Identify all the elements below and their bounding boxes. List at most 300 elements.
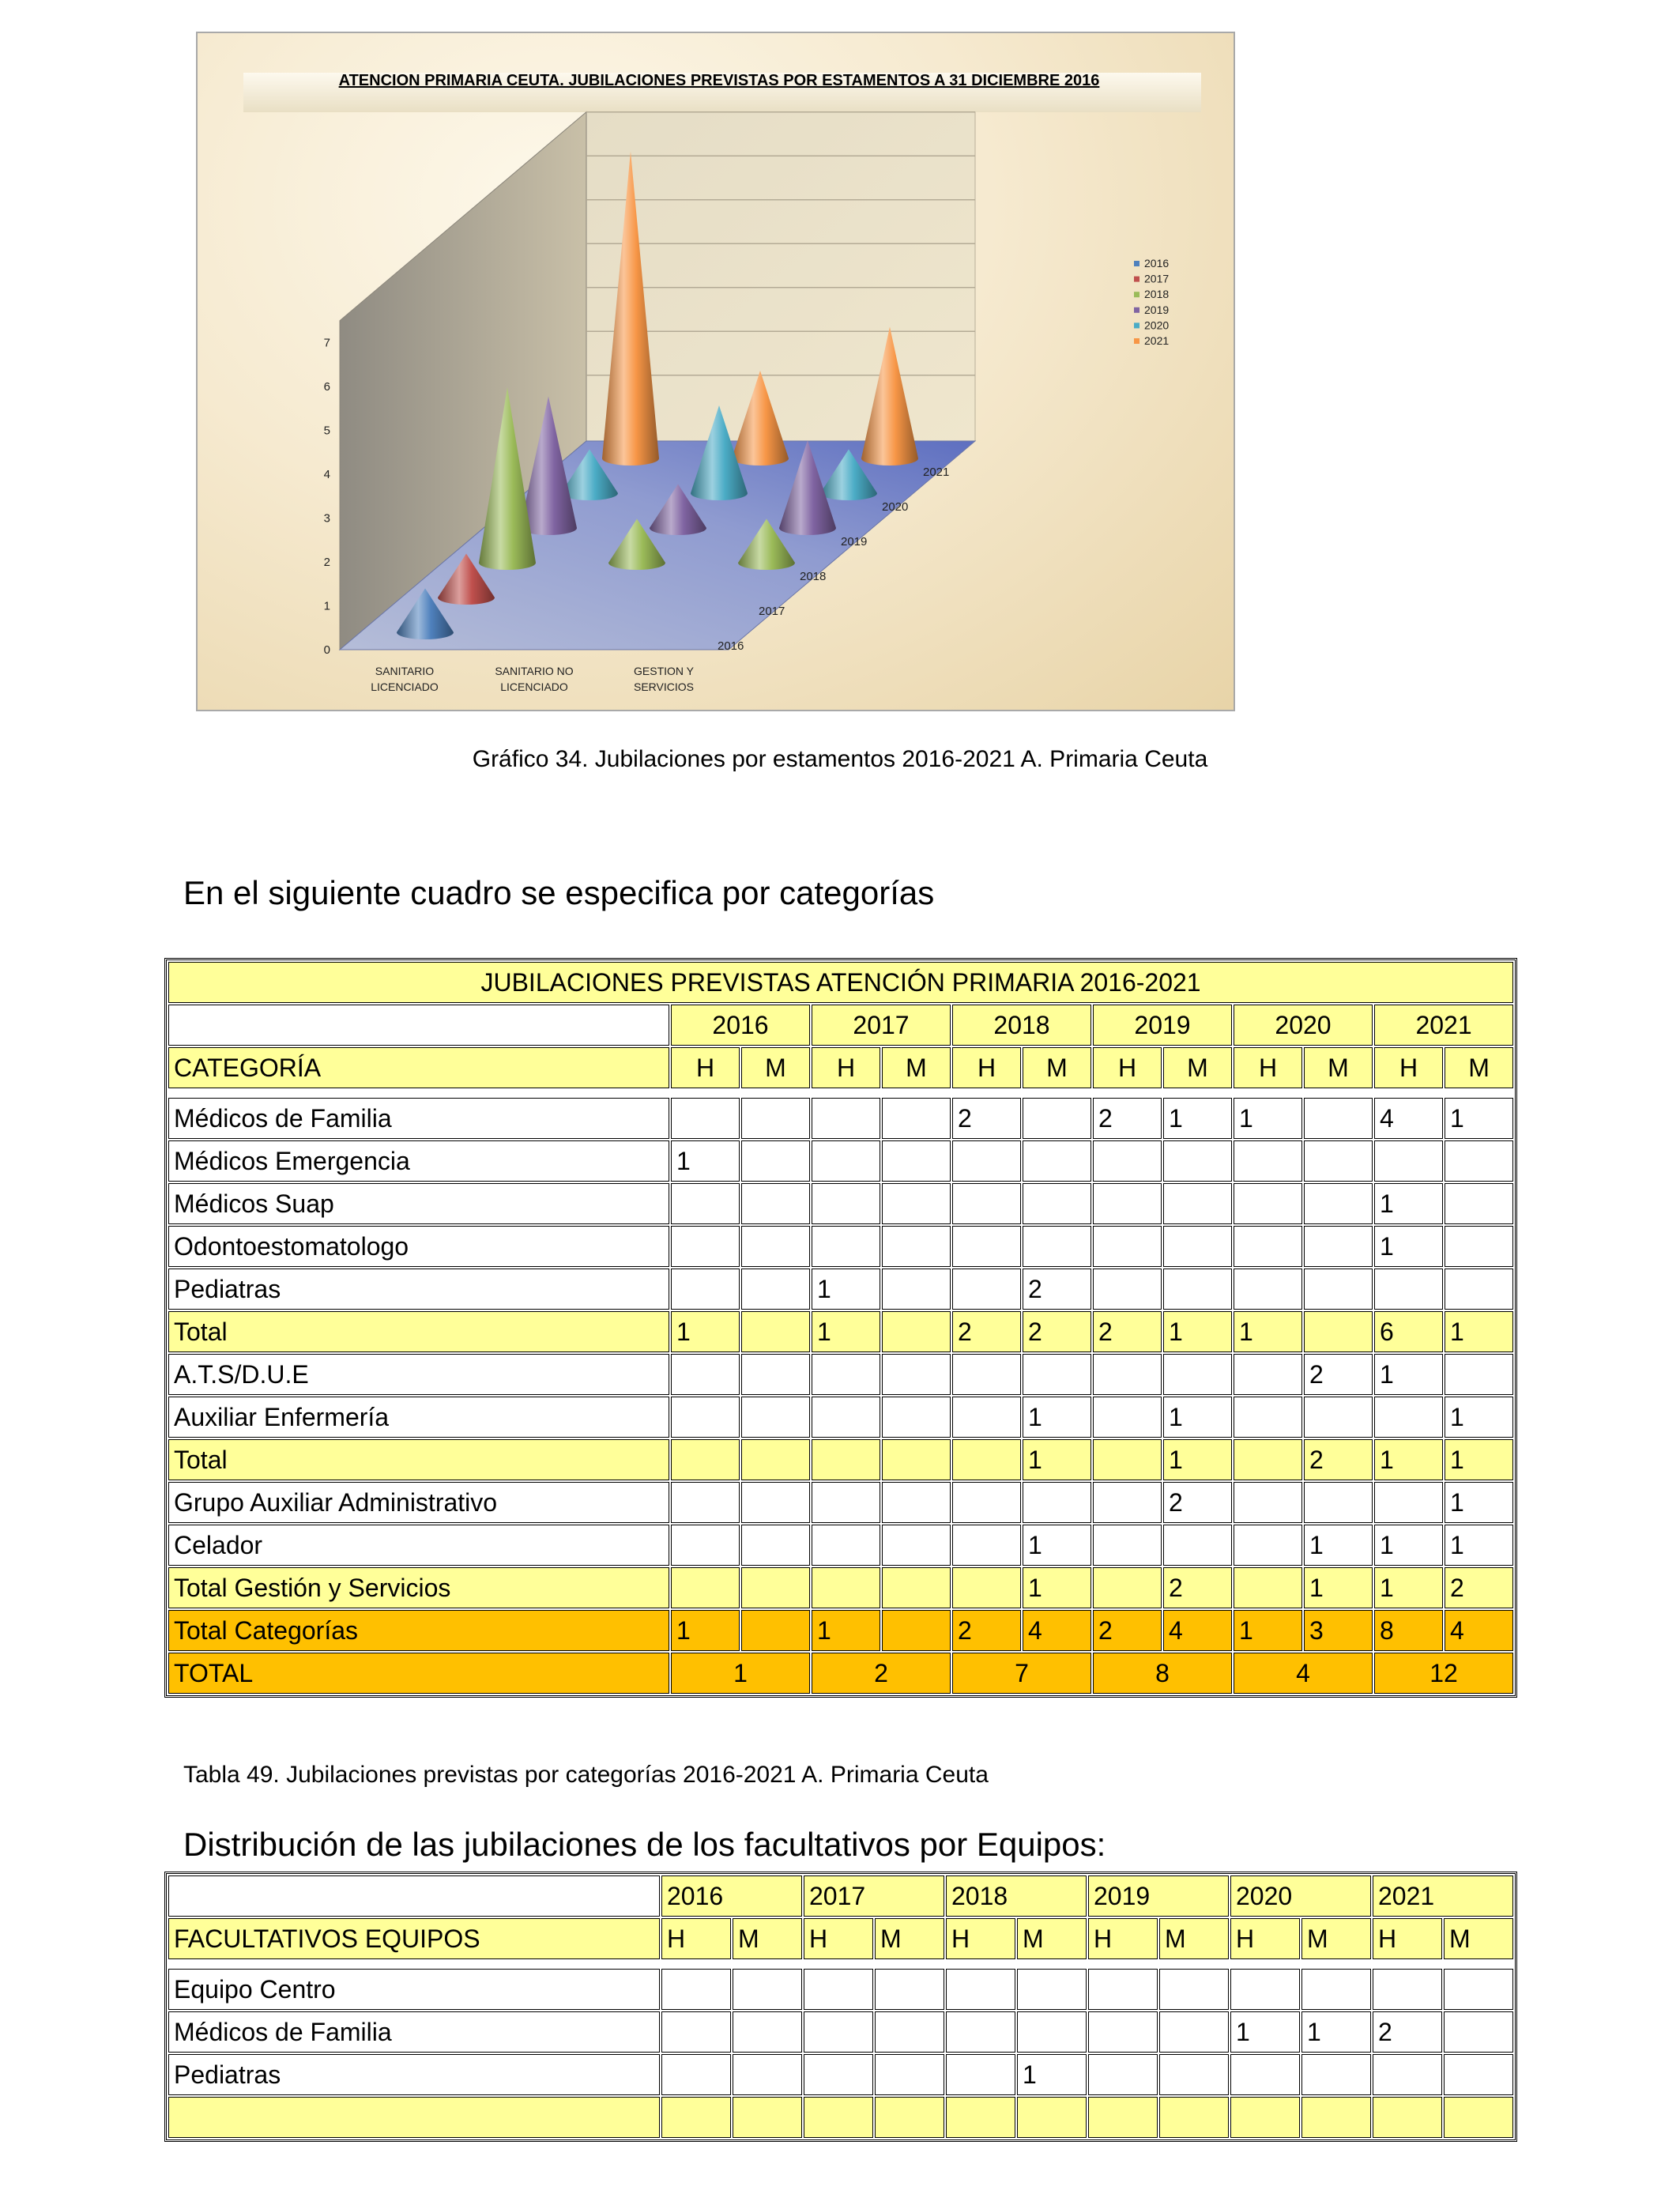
category-label: LICENCIADO — [500, 680, 568, 693]
value-cell: 1 — [1023, 1525, 1091, 1566]
value-cell: 4 — [1163, 1610, 1232, 1651]
legend-swatch-2020 — [1134, 322, 1139, 328]
value-cell — [1230, 2054, 1300, 2095]
table-row — [168, 1567, 1513, 1608]
value-cell — [1301, 1969, 1371, 2010]
value-cell — [1301, 2054, 1371, 2095]
year-header: 2020 — [1230, 1875, 1371, 1917]
year-header: 2016 — [661, 1875, 802, 1917]
value-cell — [1023, 1140, 1091, 1182]
value-cell: 1 — [1445, 1525, 1513, 1566]
value-cell — [1374, 1482, 1443, 1523]
h-header: H — [1088, 1918, 1158, 1959]
faculty-by-team-table — [164, 1872, 1517, 2142]
value-cell: 4 — [1374, 1098, 1443, 1139]
table-row — [168, 1439, 1513, 1480]
value-cell: 1 — [1374, 1354, 1443, 1395]
value-cell — [671, 1354, 740, 1395]
value-cell — [661, 2097, 731, 2138]
table-row — [168, 1269, 1513, 1310]
value-cell — [1301, 2097, 1371, 2138]
value-cell — [1017, 2011, 1087, 2053]
value-cell — [1093, 1525, 1162, 1566]
value-cell: 1 — [1374, 1183, 1443, 1224]
legend-label-2019: 2019 — [1144, 303, 1170, 316]
m-header: M — [875, 1918, 944, 1959]
value-cell — [741, 1525, 810, 1566]
value-cell — [882, 1567, 951, 1608]
value-cell — [741, 1183, 810, 1224]
value-cell: 1 — [1163, 1311, 1232, 1352]
retirements-by-category-table — [164, 958, 1517, 1698]
m-header: M — [1444, 1918, 1513, 1959]
chart-legend — [1134, 257, 1169, 347]
value-cell: 1 — [1304, 1567, 1373, 1608]
value-cell — [1234, 1525, 1302, 1566]
value-cell: 6 — [1374, 1311, 1443, 1352]
value-cell — [952, 1140, 1021, 1182]
h-header: H — [671, 1047, 740, 1088]
h-header: H — [1230, 1918, 1300, 1959]
value-cell — [733, 2097, 802, 2138]
value-cell — [812, 1525, 880, 1566]
value-cell — [1445, 1183, 1513, 1224]
value-cell — [1444, 2097, 1513, 2138]
value-cell — [1304, 1311, 1373, 1352]
table-row — [168, 1226, 1513, 1267]
value-cell — [875, 2054, 944, 2095]
value-cell: 2 — [1093, 1311, 1162, 1352]
category-header: CATEGORÍA — [168, 1047, 669, 1088]
value-cell — [1234, 1397, 1302, 1438]
value-cell — [1444, 2011, 1513, 2053]
value-cell — [1304, 1098, 1373, 1139]
value-cell — [1445, 1354, 1513, 1395]
depth-label: 2021 — [923, 466, 950, 479]
value-cell: 1 — [1445, 1098, 1513, 1139]
m-header: M — [1301, 1918, 1371, 1959]
year-total: 2 — [812, 1653, 951, 1694]
value-cell: 1 — [1234, 1098, 1302, 1139]
value-cell — [946, 2011, 1015, 2053]
value-cell — [1088, 1969, 1158, 2010]
value-cell — [804, 1969, 873, 2010]
year-total: 4 — [1234, 1653, 1373, 1694]
spacer-row — [168, 1961, 1513, 1967]
value-cell — [671, 1439, 740, 1480]
table-row — [168, 2011, 1513, 2053]
legend-label-2016: 2016 — [1144, 257, 1170, 270]
value-cell: 2 — [1093, 1610, 1162, 1651]
value-cell: 1 — [1445, 1482, 1513, 1523]
table-row — [168, 1525, 1513, 1566]
y-tick-label: 0 — [323, 643, 330, 657]
row-label: Grupo Auxiliar Administrativo — [168, 1482, 669, 1523]
row-label: Médicos de Familia — [168, 2011, 660, 2053]
value-cell — [1304, 1482, 1373, 1523]
value-cell — [661, 2011, 731, 2053]
chart-title: ATENCION PRIMARIA CEUTA. JUBILACIONES PREVISTAS POR ESTAMENTOS A 31 DICIEMBRE 2016 — [338, 72, 1100, 89]
value-cell — [1093, 1226, 1162, 1267]
legend-label-2021: 2021 — [1144, 334, 1170, 347]
depth-label: 2016 — [718, 639, 744, 653]
table-row — [168, 1311, 1513, 1352]
depth-label: 2020 — [882, 500, 909, 514]
value-cell — [671, 1269, 740, 1310]
value-cell — [741, 1610, 810, 1651]
value-cell — [946, 2097, 1015, 2138]
section-heading-categories: En el siguiente cuadro se especifica por categorías — [183, 874, 935, 911]
value-cell — [952, 1226, 1021, 1267]
y-tick-label: 2 — [323, 556, 330, 569]
m-header: M — [882, 1047, 951, 1088]
row-label: A.T.S/D.U.E — [168, 1354, 669, 1395]
value-cell — [1373, 1969, 1442, 2010]
value-cell: 2 — [1373, 2011, 1442, 2053]
chart-caption: Gráfico 34. Jubilaciones por estamentos 2016-2021 A. Primaria Ceuta — [472, 746, 1208, 772]
value-cell — [741, 1226, 810, 1267]
value-cell — [952, 1482, 1021, 1523]
year-total: 12 — [1374, 1653, 1513, 1694]
value-cell — [812, 1567, 880, 1608]
hm-header-row — [168, 1047, 1513, 1088]
h-header: H — [1093, 1047, 1162, 1088]
y-tick-label: 3 — [323, 511, 330, 526]
value-cell — [1234, 1567, 1302, 1608]
value-cell — [952, 1183, 1021, 1224]
m-header: M — [1304, 1047, 1373, 1088]
year-total: 7 — [952, 1653, 1091, 1694]
h-header: H — [661, 1918, 731, 1959]
value-cell — [1023, 1354, 1091, 1395]
value-cell — [1163, 1354, 1232, 1395]
value-cell — [1159, 2097, 1229, 2138]
value-cell — [1373, 2054, 1442, 2095]
m-header: M — [733, 1918, 802, 1959]
value-cell — [671, 1183, 740, 1224]
value-cell — [882, 1098, 951, 1139]
value-cell — [661, 2054, 731, 2095]
y-tick-label: 5 — [323, 424, 330, 438]
year-header: 2017 — [812, 1005, 951, 1046]
value-cell — [733, 2011, 802, 2053]
value-cell: 2 — [952, 1311, 1021, 1352]
value-cell — [882, 1482, 951, 1523]
year-header: 2017 — [804, 1875, 944, 1917]
value-cell — [671, 1567, 740, 1608]
y-tick-label: 1 — [323, 599, 330, 613]
table-row — [168, 1183, 1513, 1224]
depth-label: 2017 — [759, 605, 785, 618]
value-cell — [952, 1354, 1021, 1395]
value-cell — [1023, 1226, 1091, 1267]
value-cell: 1 — [1374, 1226, 1443, 1267]
total-label: TOTAL — [168, 1653, 669, 1694]
value-cell: 1 — [812, 1269, 880, 1310]
value-cell — [946, 2054, 1015, 2095]
row-label: Pediatras — [168, 2054, 660, 2095]
value-cell — [882, 1140, 951, 1182]
value-cell — [882, 1354, 951, 1395]
table-row — [168, 1140, 1513, 1182]
value-cell — [804, 2054, 873, 2095]
year-header: 2021 — [1373, 1875, 1513, 1917]
row-label: Médicos de Familia — [168, 1098, 669, 1139]
value-cell: 1 — [1445, 1311, 1513, 1352]
h-header: H — [804, 1918, 873, 1959]
h-header: H — [1374, 1047, 1443, 1088]
depth-label: 2018 — [800, 570, 827, 583]
value-cell: 2 — [1023, 1311, 1091, 1352]
year-total: 1 — [671, 1653, 810, 1694]
value-cell — [812, 1439, 880, 1480]
value-cell — [1234, 1226, 1302, 1267]
value-cell — [1093, 1183, 1162, 1224]
value-cell — [741, 1397, 810, 1438]
value-cell — [1234, 1354, 1302, 1395]
value-cell — [1023, 1183, 1091, 1224]
value-cell — [875, 2097, 944, 2138]
corner-cell — [168, 1875, 660, 1917]
value-cell — [1234, 1183, 1302, 1224]
value-cell — [882, 1269, 951, 1310]
m-header: M — [1163, 1047, 1232, 1088]
value-cell — [1023, 1482, 1091, 1523]
value-cell: 8 — [1374, 1610, 1443, 1651]
value-cell — [1088, 2054, 1158, 2095]
value-cell — [1159, 1969, 1229, 2010]
value-cell: 2 — [1163, 1482, 1232, 1523]
value-cell: 1 — [812, 1311, 880, 1352]
value-cell: 1 — [1023, 1397, 1091, 1438]
value-cell: 2 — [952, 1610, 1021, 1651]
value-cell: 1 — [1234, 1311, 1302, 1352]
m-header: M — [741, 1047, 810, 1088]
value-cell — [804, 2097, 873, 2138]
value-cell — [1304, 1397, 1373, 1438]
row-label: Pediatras — [168, 1269, 669, 1310]
value-cell — [1159, 2054, 1229, 2095]
value-cell — [741, 1439, 810, 1480]
value-cell — [741, 1567, 810, 1608]
legend-swatch-2021 — [1134, 338, 1139, 344]
legend-swatch-2017 — [1134, 277, 1139, 282]
y-tick-label: 7 — [323, 336, 330, 350]
value-cell: 4 — [1445, 1610, 1513, 1651]
value-cell — [1234, 1482, 1302, 1523]
value-cell — [1304, 1183, 1373, 1224]
table-title: JUBILACIONES PREVISTAS ATENCIÓN PRIMARIA 2016-2021 — [168, 962, 1513, 1003]
value-cell — [1304, 1140, 1373, 1182]
value-cell — [1088, 2097, 1158, 2138]
value-cell — [952, 1269, 1021, 1310]
value-cell: 1 — [671, 1311, 740, 1352]
value-cell — [741, 1269, 810, 1310]
value-cell — [1234, 1269, 1302, 1310]
category-label: SERVICIOS — [634, 680, 694, 693]
table-row — [168, 2097, 1513, 2138]
row-label: Total — [168, 1439, 669, 1480]
value-cell: 1 — [1374, 1567, 1443, 1608]
legend-label-2020: 2020 — [1144, 319, 1170, 332]
table-row — [168, 2054, 1513, 2095]
value-cell: 4 — [1023, 1610, 1091, 1651]
year-header: 2018 — [952, 1005, 1091, 1046]
year-header: 2018 — [946, 1875, 1087, 1917]
value-cell: 2 — [1304, 1354, 1373, 1395]
legend-label-2018: 2018 — [1144, 288, 1170, 301]
value-cell — [741, 1140, 810, 1182]
value-cell: 1 — [1163, 1098, 1232, 1139]
value-cell: 1 — [1163, 1439, 1232, 1480]
value-cell: 1 — [671, 1140, 740, 1182]
row-label: Total — [168, 1311, 669, 1352]
year-header: 2020 — [1234, 1005, 1373, 1046]
row-label: Equipo Centro — [168, 1969, 660, 2010]
grand-total-row — [168, 1653, 1513, 1694]
value-cell: 1 — [1234, 1610, 1302, 1651]
value-cell: 1 — [1017, 2054, 1087, 2095]
value-cell — [812, 1098, 880, 1139]
value-cell — [882, 1311, 951, 1352]
value-cell — [1304, 1269, 1373, 1310]
value-cell — [1093, 1140, 1162, 1182]
value-cell: 1 — [671, 1610, 740, 1651]
value-cell — [741, 1311, 810, 1352]
value-cell — [952, 1525, 1021, 1566]
value-cell — [1374, 1269, 1443, 1310]
row-label: Médicos Emergencia — [168, 1140, 669, 1182]
value-cell — [1234, 1140, 1302, 1182]
value-cell — [1374, 1140, 1443, 1182]
year-total: 8 — [1093, 1653, 1232, 1694]
h-header: H — [1234, 1047, 1302, 1088]
y-tick-label: 6 — [323, 380, 330, 394]
table-row — [168, 1482, 1513, 1523]
row-label — [168, 2097, 660, 2138]
value-cell: 2 — [1093, 1098, 1162, 1139]
value-cell: 1 — [1230, 2011, 1300, 2053]
table-row — [168, 1969, 1513, 2010]
value-cell: 1 — [1445, 1397, 1513, 1438]
row-label: Total Categorías — [168, 1610, 669, 1651]
category-label: LICENCIADO — [371, 680, 439, 693]
value-cell — [671, 1397, 740, 1438]
value-cell: 2 — [952, 1098, 1021, 1139]
value-cell — [812, 1183, 880, 1224]
value-cell — [812, 1354, 880, 1395]
m-header: M — [1023, 1047, 1091, 1088]
value-cell — [1444, 2054, 1513, 2095]
value-cell — [875, 2011, 944, 2053]
m-header: M — [1017, 1918, 1087, 1959]
row-label: Médicos Suap — [168, 1183, 669, 1224]
m-header: M — [1445, 1047, 1513, 1088]
value-cell — [1445, 1140, 1513, 1182]
category-label: SANITARIO — [375, 665, 435, 677]
value-cell — [1444, 1969, 1513, 2010]
y-tick-label: 4 — [323, 468, 330, 481]
m-header: M — [1159, 1918, 1229, 1959]
value-cell — [882, 1610, 951, 1651]
spacer-row — [168, 1090, 1513, 1096]
value-cell — [812, 1482, 880, 1523]
value-cell — [1017, 2097, 1087, 2138]
value-cell — [1163, 1525, 1232, 1566]
value-cell — [1445, 1226, 1513, 1267]
category-label: GESTION Y — [634, 665, 694, 677]
h-header: H — [946, 1918, 1015, 1959]
year-header-row — [168, 1875, 1513, 1917]
value-cell — [741, 1098, 810, 1139]
value-cell: 1 — [1023, 1567, 1091, 1608]
h-header: H — [952, 1047, 1021, 1088]
h-header: H — [1373, 1918, 1442, 1959]
legend-swatch-2016 — [1134, 261, 1139, 266]
table-row — [168, 1098, 1513, 1139]
legend-swatch-2018 — [1134, 292, 1139, 297]
value-cell — [1088, 2011, 1158, 2053]
value-cell — [1093, 1439, 1162, 1480]
spacer-cell — [168, 1961, 1513, 1967]
value-cell — [741, 1354, 810, 1395]
value-cell — [733, 2054, 802, 2095]
value-cell: 1 — [1445, 1439, 1513, 1480]
value-cell: 1 — [812, 1610, 880, 1651]
value-cell: 1 — [1304, 1525, 1373, 1566]
value-cell — [1163, 1269, 1232, 1310]
depth-label: 2019 — [841, 535, 868, 548]
value-cell — [1163, 1226, 1232, 1267]
value-cell — [952, 1439, 1021, 1480]
value-cell — [1093, 1482, 1162, 1523]
year-header: 2019 — [1093, 1005, 1232, 1046]
value-cell — [1163, 1183, 1232, 1224]
value-cell — [1093, 1269, 1162, 1310]
value-cell: 2 — [1023, 1269, 1091, 1310]
value-cell — [741, 1482, 810, 1523]
year-header: 2016 — [671, 1005, 810, 1046]
value-cell — [882, 1226, 951, 1267]
value-cell — [1234, 1439, 1302, 1480]
value-cell — [1230, 1969, 1300, 2010]
value-cell — [1230, 2097, 1300, 2138]
spacer-cell — [168, 1090, 1513, 1096]
h-header: H — [812, 1047, 880, 1088]
value-cell — [1163, 1140, 1232, 1182]
value-cell — [671, 1482, 740, 1523]
row-label: Celador — [168, 1525, 669, 1566]
corner-cell — [168, 1005, 669, 1046]
value-cell — [952, 1567, 1021, 1608]
value-cell — [1159, 2011, 1229, 2053]
value-cell — [952, 1397, 1021, 1438]
retirement-cone-chart — [196, 32, 1235, 711]
value-cell: 2 — [1163, 1567, 1232, 1608]
row-label: Auxiliar Enfermería — [168, 1397, 669, 1438]
table-row — [168, 1397, 1513, 1438]
value-cell — [1093, 1567, 1162, 1608]
value-cell — [1093, 1397, 1162, 1438]
value-cell — [1374, 1397, 1443, 1438]
value-cell: 2 — [1304, 1439, 1373, 1480]
value-cell: 1 — [1374, 1525, 1443, 1566]
row-label: Total Gestión y Servicios — [168, 1567, 669, 1608]
legend-label-2017: 2017 — [1144, 272, 1170, 285]
row-label: Odontoestomatologo — [168, 1226, 669, 1267]
value-cell — [812, 1226, 880, 1267]
value-cell — [875, 1969, 944, 2010]
